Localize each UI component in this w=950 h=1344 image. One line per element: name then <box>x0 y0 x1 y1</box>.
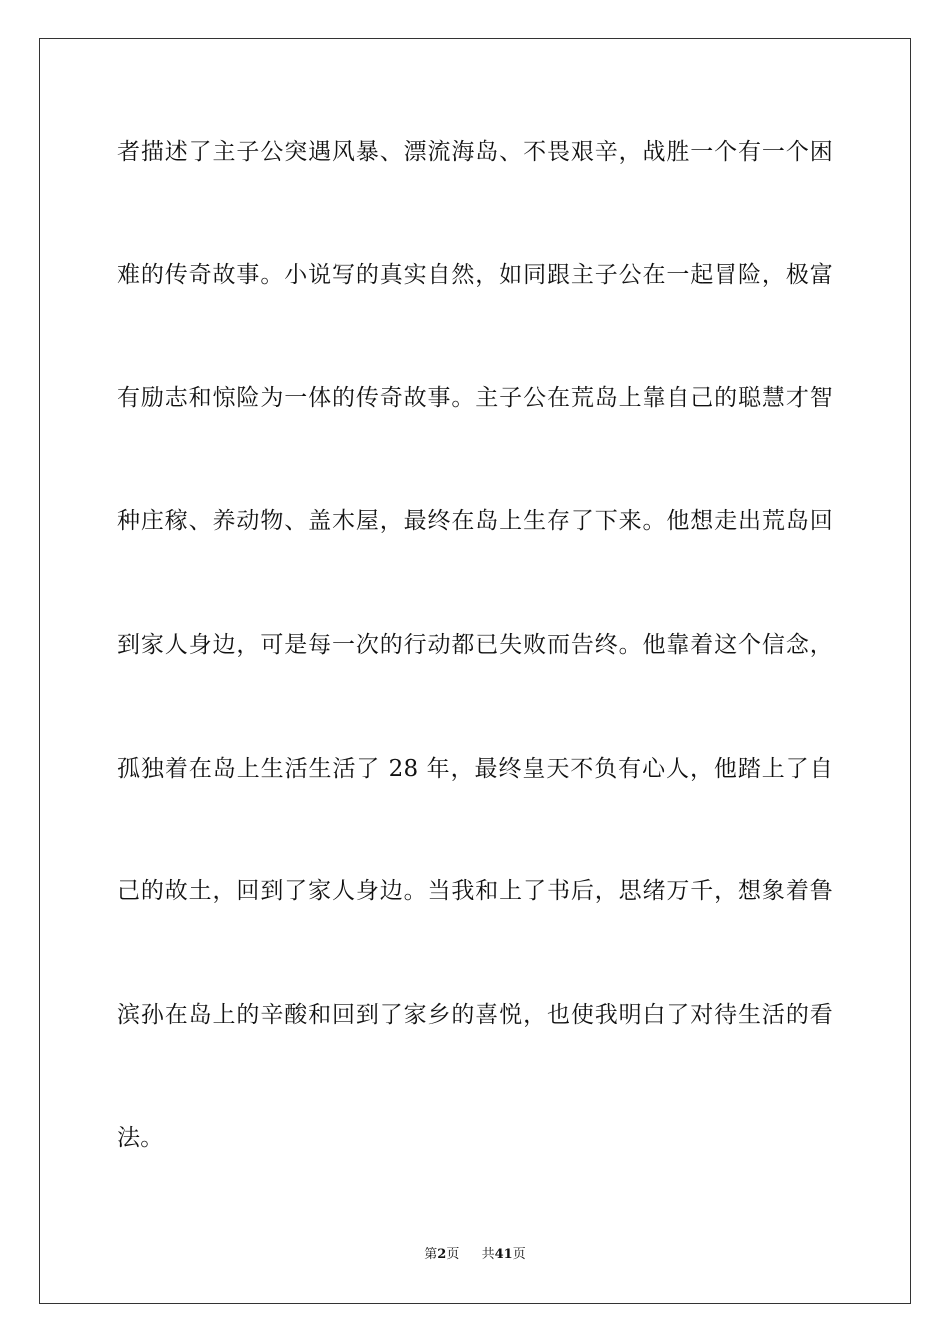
paragraph-line-9: 法。 <box>117 1125 164 1151</box>
page-suffix: 页 <box>446 1247 460 1262</box>
paragraph-line-1: 者描述了主子公突遇风暴、漂流海岛、不畏艰辛，战胜一个有一个困 <box>117 139 833 165</box>
current-page-number: 2 <box>437 1247 447 1262</box>
page-prefix: 第 <box>424 1247 438 1262</box>
total-page-count: 41 <box>494 1247 513 1262</box>
total-suffix: 页 <box>512 1247 526 1262</box>
paragraph-line-4: 种庄稼、养动物、盖木屋，最终在岛上生存了下来。他想走出荒岛回 <box>117 508 833 534</box>
paragraph-line-2: 难的传奇故事。小说写的真实自然，如同跟主子公在一起冒险，极富 <box>117 262 833 288</box>
total-pages-label <box>482 1246 526 1264</box>
page-number-label <box>424 1246 459 1264</box>
page-footer <box>0 1246 950 1264</box>
page-border <box>39 38 911 1304</box>
total-prefix: 共 <box>481 1247 495 1262</box>
paragraph-line-6: 孤独着在岛上生活生活了 28 年，最终皇天不负有心人，他踏上了自 <box>117 756 833 782</box>
paragraph-line-3: 有励志和惊险为一体的传奇故事。主子公在荒岛上靠自己的聪慧才智 <box>117 385 833 411</box>
paragraph-line-7: 己的故土，回到了家人身边。当我和上了书后，思绪万千，想象着鲁 <box>117 878 833 904</box>
paragraph-line-8: 滨孙在岛上的辛酸和回到了家乡的喜悦，也使我明白了对待生活的看 <box>117 1002 833 1028</box>
paragraph-line-5: 到家人身边，可是每一次的行动都已失败而告终。他靠着这个信念， <box>117 632 833 658</box>
